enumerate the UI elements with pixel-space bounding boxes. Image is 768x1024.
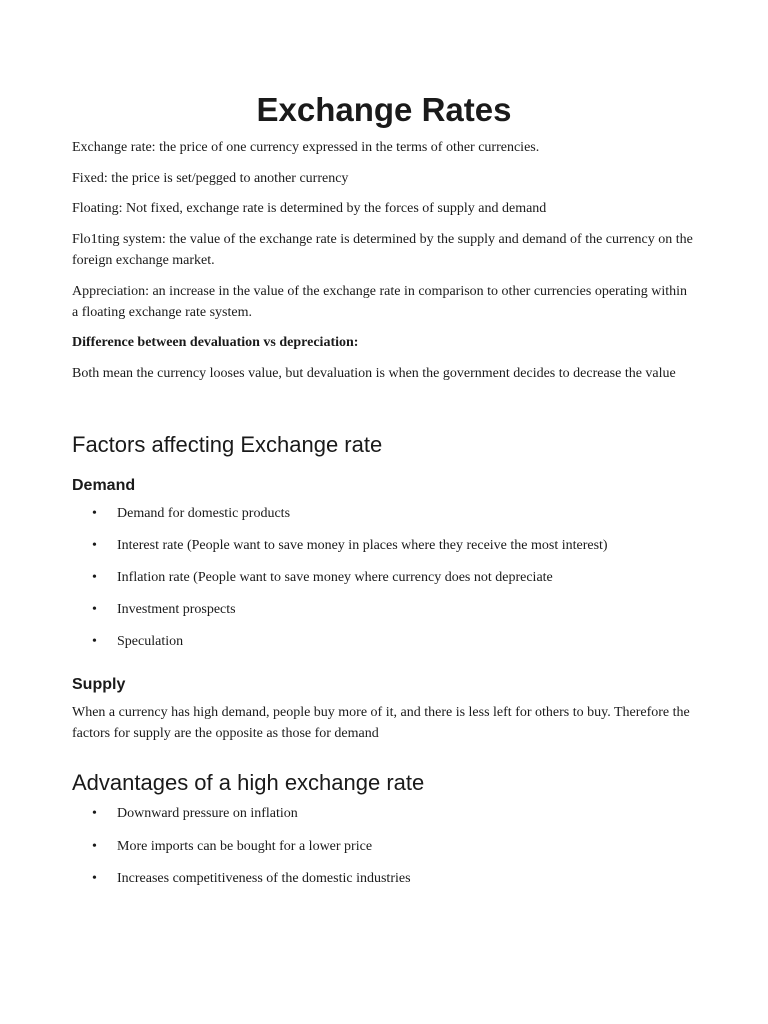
bullet-icon: • [92, 839, 97, 854]
paragraph-exchange-rate: Exchange rate: the price of one currency expressed in the terms of other currencies. [72, 140, 540, 155]
list-item-text: Downward pressure on inflation [117, 806, 298, 821]
paragraph-supply: When a currency has high demand, people buy more of it, and there is less left for others to buy. Therefore the factors for supply are the opposite as those for demand [72, 705, 690, 741]
bullet-icon: • [92, 570, 97, 585]
bullet-icon: • [92, 634, 97, 649]
list-item-text: Increases competitiveness of the domestic industries [117, 871, 411, 886]
subheading-demand: Demand [72, 477, 136, 494]
list-item-text: Investment prospects [117, 602, 236, 617]
page-title: Exchange Rates [256, 91, 512, 128]
bullet-icon: • [92, 538, 97, 553]
paragraph-floating-system: Flo1ting system: the value of the exchange rate is determined by the supply and demand of the currency on the foreign exchange market. [72, 232, 693, 268]
bullet-icon: • [92, 806, 97, 821]
paragraph-difference-heading: Difference between devaluation vs depreciation: [72, 335, 359, 350]
subheading-supply: Supply [72, 676, 126, 693]
list-item-text: Interest rate (People want to save money in places where they receive the most interest) [117, 538, 608, 553]
paragraph-floating: Floating: Not fixed, exchange rate is determined by the forces of supply and demand [72, 201, 547, 216]
list-item-text: Inflation rate (People want to save money where currency does not depreciate [117, 570, 553, 585]
bullet-icon: • [92, 602, 97, 617]
list-item-text: Demand for domestic products [117, 506, 291, 521]
section-heading-factors: Factors affecting Exchange rate [72, 432, 383, 457]
list-item-text: More imports can be bought for a lower price [117, 839, 373, 854]
section-heading-advantages: Advantages of a high exchange rate [72, 770, 425, 795]
paragraph-fixed: Fixed: the price is set/pegged to another currency [72, 171, 349, 186]
paragraph-devaluation: Both mean the currency looses value, but devaluation is when the government decides to decrease the value [72, 366, 676, 381]
paragraph-appreciation: Appreciation: an increase in the value of the exchange rate in comparison to other currencies operating within a floating exchange rate system. [72, 284, 687, 320]
bullet-icon: • [92, 871, 97, 886]
bullet-icon: • [92, 506, 97, 521]
list-item-text: Speculation [117, 634, 184, 649]
